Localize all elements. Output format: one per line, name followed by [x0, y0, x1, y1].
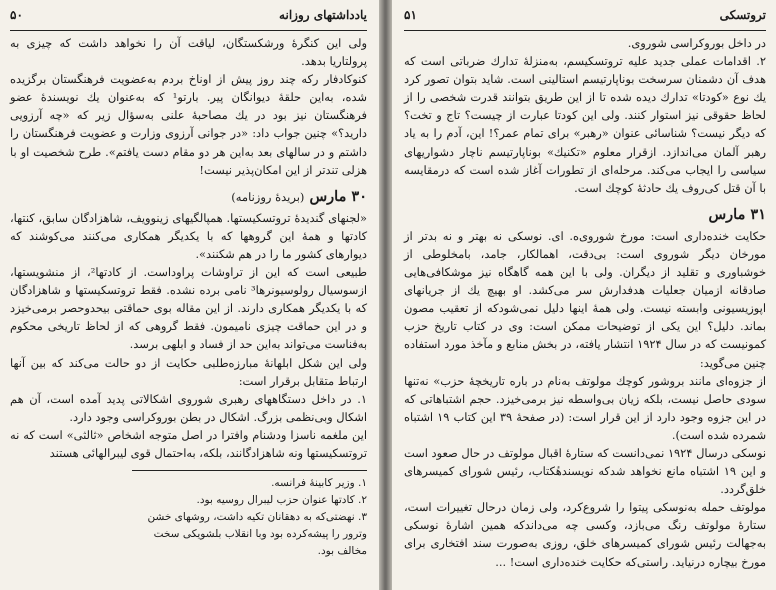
paragraph: ۱. در داخل دستگاههای رهبری شوروی اشکالاتی پدید آمده است، آن هم اشکال وبی‌نظمی بزرگ. اشکال در بطن بوروکراسی وجود دارد. — [10, 391, 367, 424]
paragraph: «لجنهای گندیدهٔ تروتسکیستها. همپالگیهای زینوویف، شاهزادگان سابق، کنتها، کادتها و همهٔ این گروهها که با یکدیگر همکاری می‌کنند می‌کوشند که دیوارهای کشور ما را در هم شکنند». — [10, 210, 367, 261]
left-body-text — [10, 34, 367, 462]
section-heading-31-march — [404, 206, 766, 224]
right-body-text — [404, 34, 766, 571]
paragraph: کنوکادفار رکه چند روز پیش از اوناخ بردم به‌عضویت فرهنگستان برگزیده شده، به‌این حلقهٔ دیوانگان پیر. بارتو¹ که به‌عنوان یك نویسندهٔ عضو فرهنگستان نیز بود در یك مصاحبهٔ علنی به‌سؤال زیر که «چه آرزویی دارید؟» چنین جواب داد: «در جوانی آرزوی وزارت و عضویت فرهنگستان را داشتم و در سالهای بعد به‌این هر دو مقام دست یافتم». طرح شخصیت او با هزلی تندتر از این امکان‌پذیر نیست! — [10, 72, 367, 177]
footnote: ۳. نهضتی‌که به دهقانان تکیه داشت، روشهای خشن وترور را پیشه‌کرده بود وبا انقلاب بلشویکی سخت مخالف بود. — [147, 511, 367, 558]
paragraph: این ملغمه ناسزا ودشنام وافترا در اصل متوجه اشخاص «ثالثی» است که نه تروتسکیستها ونه شاهزادگانند، بلکه، به‌احتمال قوی لیبرالهائی هستند — [10, 427, 367, 460]
paragraph: از جزوه‌ای مانند بروشور کوچك مولوتف به‌نام در باره تاریخچهٔ حزب» نه‌تنها سودی حاصل نیست، بلکه زیان بی‌واسطه نیز برمی‌خیزد. حجم اشتباهاتی که در این جزوه وجود دارد از این قرار است: (در صفحهٔ ۳۹ این کتاب ۱۹ اشتباه شمرده شده است). — [404, 373, 766, 442]
right-page-number: ۵۱ — [404, 8, 417, 22]
right-running-head — [404, 0, 766, 31]
paragraph: مولوتف حمله به‌نوسکی پیتوا را شروع‌کرد، ولی زمان درحال تغییرات است، ستارهٔ مولوتف رنگ می‌بازد، وکسی چه می‌داندکه همین اشارهٔ نوسکی به‌جهالت رئیس شورای کمیسرهای خلق، روزی به‌صورت سند افتخاری برای مورخ بیچاره درنیاید. راستی‌که حکایت خنده‌داری است! ... — [404, 500, 766, 569]
section-heading-30-march — [10, 188, 367, 206]
footnote: ۲. کادتها عنوان حزب لیبرال روسیه بود. — [196, 494, 367, 507]
paragraph: ولی این کنگرهٔ ورشکستگان، لیاقت آن را نخواهد داشت که چیزی به پرولتاریا بدهد. — [10, 36, 367, 69]
right-page — [392, 0, 776, 590]
paragraph: در داخل بوروکراسی شوروی. — [627, 36, 766, 50]
left-page-number: ۵۰ — [10, 8, 23, 22]
section-title: ۳۱ مارس — [708, 205, 766, 223]
left-running-head — [10, 0, 367, 31]
book-gutter — [379, 0, 392, 590]
paragraph: حکایت خنده‌داری است: مورخ شوروی‌ه. ای. نوسکی نه بهتر و نه بدتر از مورخان دیگر شوروی است: بی‌دقت، اهمالکار، جامد، بامخلوطی از خوشباوری و تقلید از دیگران. ولی با این همه گاهگاه نیز موشکافی‌هایی صادقانه ازمیان جعلیات هدفدارش سر می‌کشد. او بهیچ یك از جریانهای اپوزیسیونی وابسته نیست. ولی همهٔ اینها دلیل نمی‌شودکه از تعقیب مصون بماند. دلیل؟ این یکی از توضیحات ممکن است: وی در کتاب تاریخ حزب کمونیست که در سال ۱۹۲۴ انتشار یافته، در بخش منابع و مآخذ مورد استفاده چنین می‌گوید: — [404, 228, 766, 370]
right-header-title: تروتسکی — [719, 8, 766, 22]
left-page — [0, 0, 379, 590]
footnote: ۱. وزیر کابینهٔ فرانسه. — [271, 477, 367, 490]
paragraph: طبیعی است که این از تراوشات پراوداست. از کادتها²، از منشویستها، ازسوسیال رولوسیونرها³ نامی برده نشده. فقط تروتسکیستها و شاهزادگان که با یکدیگر همکاری دارند. از این مقاله بوی حماقتی بیحدوحصر برمی‌خیزد و در این حماقت چیزی نامیمون. فقط گروهی که از لحاظ تاریخی محکوم به‌فناست می‌تواند به‌این حد از فساد و ابلهی برسد. — [10, 265, 367, 352]
paragraph: ولی این شکل ابلهانهٔ مبارزه‌طلبی حکایت از دو حالت می‌کند که بین آنها ارتباط متقابل برقرار است: — [10, 355, 367, 388]
section-title: ۳۰ مارس — [309, 187, 367, 205]
section-subtitle: (بریدهٔ روزنامه) — [231, 189, 305, 204]
paragraph: نوسکی درسال ۱۹۲۴ نمی‌دانست که ستارهٔ اقبال مولوتف در حال صعود است و این ۱۹ اشتباه مانع نخواهد شدکه نویسندهٔکتاب، رئیس شورای کمیسرهای خلق‌گردد. — [404, 445, 767, 497]
footnotes — [132, 470, 367, 560]
left-header-title: یادداشتهای روزانه — [279, 8, 367, 22]
paragraph: ۲. اقدامات عملی جدید علیه تروتسکیسم، به‌منزلهٔ تدارك ضرباتی است که هدف آن دشمنان سرسخت بوناپارتیسم استالینی است. شاید بتوان تصور کرد یك نوع «کودتا» تدارك دیده شده تا از این طریق بتوانند قدرت شخصی را از لحاظ حقوقی نیز استوار کنند. ولی این کودتا عبارت از چیست؟ تاج و تخت؟که دیگر نیست؟ شناسائی عنوان «رهبر» برای تمام عمر؟! این، آدم را به یاد رهبر آلمان می‌اندازد. ازقرار معلوم «تکنیك» بوناپارتیسم ناچار دشواریهای سیاسی را ایجاب می‌کند. مرحله‌ای از تطورات آغاز شده است که درمقایسه با آن قتل کی‌روف یك حادثهٔ کوچك است. — [404, 54, 766, 195]
